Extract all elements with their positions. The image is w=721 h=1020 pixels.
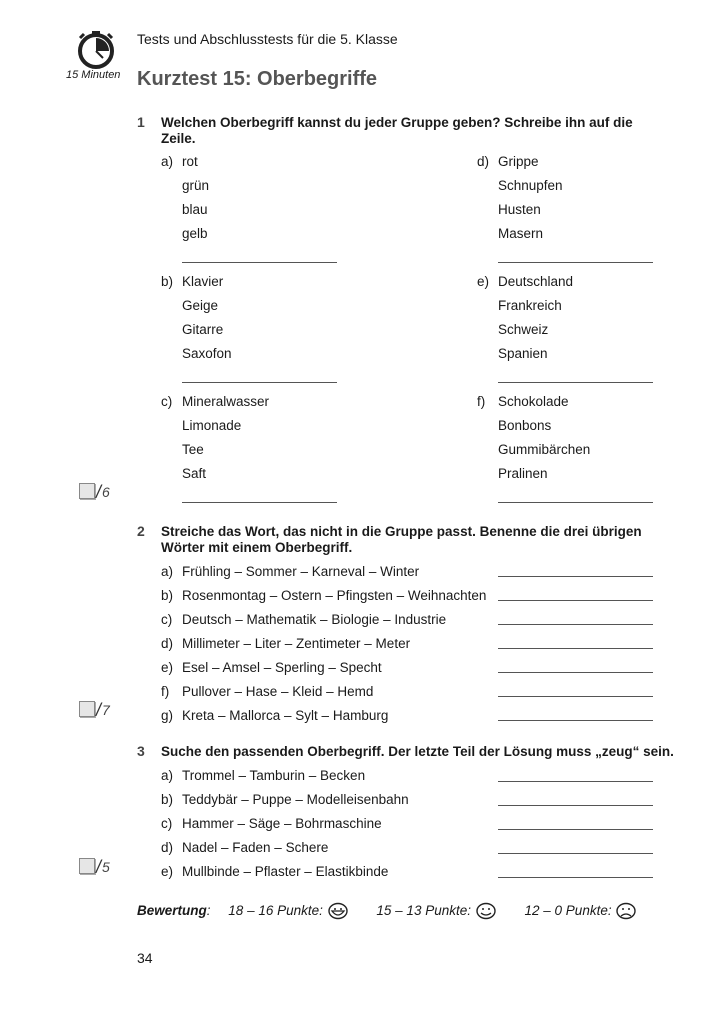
rating-row: Bewertung: 18 – 16 Punkte: 15 – 13 Punkte: 12 – 0 Punkte:: [137, 902, 637, 920]
page-title: Kurztest 15: Oberbegriffe: [137, 68, 378, 90]
task-number: 1: [137, 114, 145, 130]
big-smile-icon: [327, 902, 349, 920]
answer-line[interactable]: [498, 502, 653, 503]
group-word: Bonbons: [498, 418, 552, 433]
score-box[interactable]: /7: [79, 700, 110, 721]
item-label: c): [161, 612, 173, 627]
answer-line[interactable]: [498, 805, 653, 806]
task-number: 2: [137, 523, 145, 539]
item-text: Pullover – Hase – Kleid – Hemd: [182, 684, 374, 699]
answer-line[interactable]: [182, 502, 337, 503]
group-label: f): [477, 394, 486, 409]
answer-line[interactable]: [498, 262, 653, 263]
item-label: g): [161, 708, 174, 723]
item-label: b): [161, 588, 174, 603]
answer-line[interactable]: [498, 382, 653, 383]
item-text: Millimeter – Liter – Zentimeter – Meter: [182, 636, 411, 651]
task-instruction: Welchen Oberbegriff kannst du jeder Gruppe geben? Schreibe ihn auf die Zeile.: [161, 115, 633, 146]
task-instruction: Suche den passenden Oberbegriff. Der letzte Teil der Lösung muss „zeug“ sein.: [161, 744, 674, 759]
group-word: Klavier: [182, 274, 224, 289]
item-text: Kreta – Mallorca – Sylt – Hamburg: [182, 708, 389, 723]
answer-line[interactable]: [498, 600, 653, 601]
group-word: grün: [182, 178, 210, 193]
item-label: d): [161, 636, 174, 651]
clock-icon: [74, 30, 118, 70]
score-field[interactable]: [79, 701, 95, 717]
max-points: 5: [102, 859, 110, 875]
item-label: d): [161, 840, 174, 855]
item-label: e): [161, 864, 174, 879]
group-word: Schweiz: [498, 322, 549, 337]
group-word: Limonade: [182, 418, 242, 433]
score-box[interactable]: /5: [79, 857, 110, 878]
item-text: Trommel – Tamburin – Becken: [182, 768, 366, 783]
answer-line[interactable]: [498, 624, 653, 625]
item-text: Deutsch – Mathematik – Biologie – Industrie: [182, 612, 447, 627]
answer-line[interactable]: [182, 382, 337, 383]
smile-icon: [475, 902, 497, 920]
group-word: Gummibärchen: [498, 442, 591, 457]
rating-level: 15 – 13 Punkte:: [376, 903, 471, 918]
group-word: Husten: [498, 202, 541, 217]
time-limit: 15 Minuten: [66, 69, 121, 81]
answer-line[interactable]: [498, 829, 653, 830]
group-word: Tee: [182, 442, 204, 457]
item-text: Esel – Amsel – Sperling – Specht: [182, 660, 382, 675]
item-text: Frühling – Sommer – Karneval – Winter: [182, 564, 420, 579]
group-label: e): [477, 274, 490, 289]
item-text: Teddybär – Puppe – Modelleisenbahn: [182, 792, 409, 807]
score-box[interactable]: /6: [79, 482, 110, 503]
item-label: b): [161, 792, 174, 807]
group-label: c): [161, 394, 173, 409]
item-label: f): [161, 684, 170, 699]
max-points: 6: [102, 484, 110, 500]
item-label: a): [161, 768, 174, 783]
item-text: Hammer – Säge – Bohrmaschine: [182, 816, 382, 831]
group-word: Masern: [498, 226, 544, 241]
group-word: blau: [182, 202, 208, 217]
score-field[interactable]: [79, 483, 95, 499]
answer-line[interactable]: [498, 672, 653, 673]
item-text: Nadel – Faden – Schere: [182, 840, 329, 855]
answer-line[interactable]: [182, 262, 337, 263]
answer-line[interactable]: [498, 648, 653, 649]
item-label: e): [161, 660, 174, 675]
rating-level: 18 – 16 Punkte:: [228, 903, 323, 918]
answer-line[interactable]: [498, 576, 653, 577]
group-word: Gitarre: [182, 322, 224, 337]
sad-face-icon: [615, 902, 637, 920]
group-word: Frankreich: [498, 298, 562, 313]
group-label: b): [161, 274, 174, 289]
item-text: Mullbinde – Pflaster – Elastikbinde: [182, 864, 389, 879]
answer-line[interactable]: [498, 877, 653, 878]
rating-level: 12 – 0 Punkte:: [524, 903, 612, 918]
book-subtitle: Tests und Abschlusstests für die 5. Klasse: [137, 31, 398, 47]
group-word: Deutschland: [498, 274, 574, 289]
group-word: Geige: [182, 298, 219, 313]
answer-line[interactable]: [498, 781, 653, 782]
group-word: gelb: [182, 226, 208, 241]
group-label: d): [477, 154, 490, 169]
group-word: Spanien: [498, 346, 548, 361]
group-word: Saxofon: [182, 346, 232, 361]
group-word: Grippe: [498, 154, 539, 169]
rating-label: Bewertung: [137, 903, 207, 918]
group-word: Schnupfen: [498, 178, 563, 193]
answer-line[interactable]: [498, 853, 653, 854]
group-word: Mineralwasser: [182, 394, 270, 409]
item-text: Rosenmontag – Ostern – Pfingsten – Weihnachten: [182, 588, 487, 603]
task-instruction: Streiche das Wort, das nicht in die Gruppe passt. Benenne die drei übrigen Wörter mit einem Oberbegriff.: [161, 524, 642, 555]
item-label: a): [161, 564, 174, 579]
answer-line[interactable]: [498, 720, 653, 721]
group-word: Pralinen: [498, 466, 548, 481]
group-word: Schokolade: [498, 394, 569, 409]
score-field[interactable]: [79, 858, 95, 874]
task-number: 3: [137, 743, 145, 759]
group-word: Saft: [182, 466, 207, 481]
max-points: 7: [102, 702, 110, 718]
page-number: 34: [137, 950, 153, 966]
item-label: c): [161, 816, 173, 831]
group-word: rot: [182, 154, 198, 169]
group-label: a): [161, 154, 174, 169]
answer-line[interactable]: [498, 696, 653, 697]
